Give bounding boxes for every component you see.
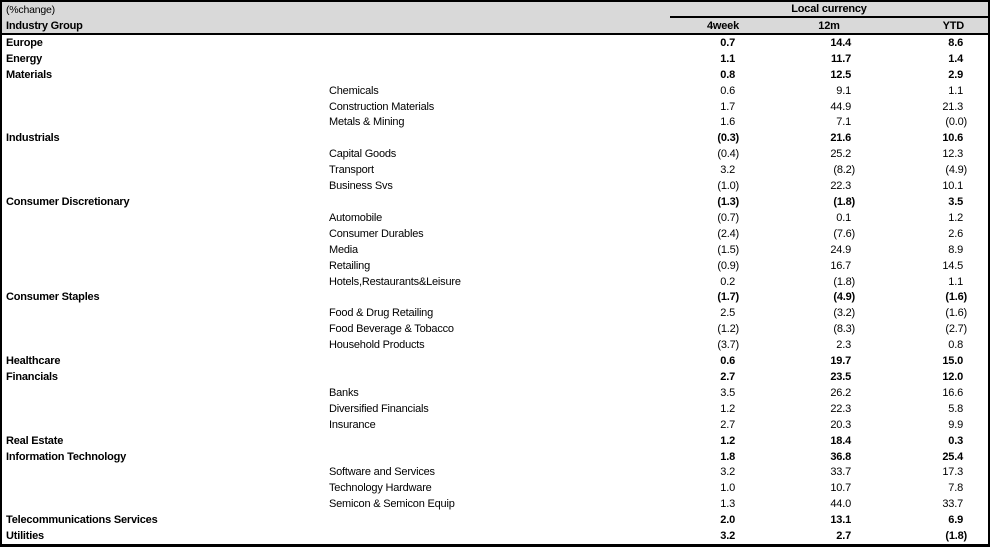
value-12m: 2.7: [836, 530, 851, 543]
value-4week: 0.2: [720, 275, 735, 288]
value-ytd: 12.3: [942, 148, 963, 161]
value-4week: (0.4): [717, 148, 739, 161]
table-row: [2, 210, 988, 226]
industry-label: Food & Drug Retailing: [329, 307, 434, 320]
column-header-ytd: YTD: [942, 19, 964, 32]
industry-label: Industrials: [6, 132, 60, 145]
industry-label: Energy: [6, 52, 43, 65]
industry-label: Real Estate: [6, 434, 64, 447]
table-row: [2, 464, 988, 480]
value-ytd: 9.9: [948, 418, 963, 431]
table-row: [2, 528, 988, 544]
value-ytd: 8.6: [948, 36, 963, 49]
value-4week: 1.6: [720, 116, 735, 129]
value-12m: 23.5: [830, 370, 851, 383]
value-12m: 36.8: [830, 450, 851, 463]
value-ytd: 21.3: [942, 100, 963, 113]
value-4week: 3.2: [720, 164, 735, 177]
industry-label: Technology Hardware: [329, 482, 432, 495]
value-12m: 44.9: [830, 100, 851, 113]
value-12m: 2.3: [836, 339, 851, 352]
industry-label: Metals & Mining: [329, 116, 405, 129]
value-ytd: 1.1: [948, 84, 963, 97]
value-ytd: 2.9: [948, 68, 963, 81]
table-row: [2, 321, 988, 337]
value-12m: 33.7: [830, 466, 851, 479]
table-row: [2, 35, 988, 51]
value-ytd: 1.1: [948, 275, 963, 288]
value-12m: 13.1: [830, 514, 851, 527]
table-row: [2, 305, 988, 321]
table-row: [2, 146, 988, 162]
industry-label: Telecommunications Services: [6, 514, 158, 527]
value-ytd: (1.6): [945, 307, 967, 320]
industry-label: Consumer Discretionary: [6, 196, 130, 209]
value-4week: 0.7: [720, 36, 735, 49]
table-row: [2, 385, 988, 401]
value-4week: 1.1: [720, 52, 735, 65]
value-ytd: 14.5: [942, 259, 963, 272]
value-4week: 3.5: [720, 386, 735, 399]
table-row: [2, 290, 988, 306]
value-4week: 2.0: [720, 514, 735, 527]
table-row: [2, 369, 988, 385]
value-ytd: 7.8: [948, 482, 963, 495]
value-4week: (2.4): [717, 227, 739, 240]
industry-label: Chemicals: [329, 84, 379, 97]
industry-label: Capital Goods: [329, 148, 397, 161]
header-row-columns: [2, 18, 988, 33]
industry-label: Consumer Durables: [329, 227, 424, 240]
table-row: [2, 433, 988, 449]
value-ytd: 33.7: [942, 498, 963, 511]
value-4week: 0.8: [720, 68, 735, 81]
value-4week: 1.2: [720, 434, 735, 447]
industry-label: Banks: [329, 386, 359, 399]
table-row: [2, 353, 988, 369]
industry-label: Retailing: [329, 259, 371, 272]
value-4week: (1.3): [717, 196, 739, 209]
value-ytd: 15.0: [942, 355, 963, 368]
value-12m: (3.2): [833, 307, 855, 320]
header-row-currency: [2, 2, 988, 18]
value-ytd: 6.9: [948, 514, 963, 527]
value-4week: 1.7: [720, 100, 735, 113]
industry-label: Healthcare: [6, 355, 61, 368]
value-ytd: 17.3: [942, 466, 963, 479]
value-ytd: 3.5: [948, 196, 963, 209]
value-12m: 9.1: [836, 84, 851, 97]
table-row: [2, 242, 988, 258]
industry-label: Construction Materials: [329, 100, 435, 113]
value-12m: 26.2: [830, 386, 851, 399]
value-4week: (0.3): [717, 132, 739, 145]
value-4week: (3.7): [717, 339, 739, 352]
value-12m: 7.1: [836, 116, 851, 129]
industry-label: Automobile: [329, 211, 383, 224]
value-4week: 1.8: [720, 450, 735, 463]
pct-change-label: (%change): [6, 4, 55, 16]
value-4week: 0.6: [720, 355, 735, 368]
value-12m: (1.8): [833, 275, 855, 288]
value-4week: (1.7): [717, 291, 739, 304]
value-ytd: 1.2: [948, 211, 963, 224]
table-body: [2, 35, 988, 544]
industry-label: Consumer Staples: [6, 291, 100, 304]
industry-label: Software and Services: [329, 466, 435, 479]
column-header-12m: 12m: [818, 19, 840, 32]
value-4week: (1.2): [717, 323, 739, 336]
table-row: [2, 115, 988, 131]
value-ytd: 1.4: [948, 52, 963, 65]
value-12m: 18.4: [830, 434, 851, 447]
value-4week: (0.9): [717, 259, 739, 272]
table-row: [2, 51, 988, 67]
table-row: [2, 67, 988, 83]
value-ytd: 10.6: [942, 132, 963, 145]
value-12m: 24.9: [830, 243, 851, 256]
table-row: [2, 130, 988, 146]
value-12m: 16.7: [830, 259, 851, 272]
table-row: [2, 480, 988, 496]
value-12m: 19.7: [830, 355, 851, 368]
table-header: [2, 2, 988, 35]
value-ytd: 0.8: [948, 339, 963, 352]
table-row: [2, 178, 988, 194]
value-ytd: 25.4: [942, 450, 963, 463]
industry-label: Diversified Financials: [329, 402, 429, 415]
value-ytd: 5.8: [948, 402, 963, 415]
value-ytd: 16.6: [942, 386, 963, 399]
value-ytd: (4.9): [945, 164, 967, 177]
value-ytd: 10.1: [942, 180, 963, 193]
value-4week: 3.2: [720, 466, 735, 479]
value-12m: 22.3: [830, 402, 851, 415]
industry-label: Household Products: [329, 339, 425, 352]
value-ytd: 12.0: [942, 370, 963, 383]
table-row: [2, 401, 988, 417]
table-row: [2, 226, 988, 242]
industry-label: Food Beverage & Tobacco: [329, 323, 454, 336]
industry-label: Materials: [6, 68, 52, 81]
value-4week: 2.5: [720, 307, 735, 320]
industry-label: Hotels,Restaurants&Leisure: [329, 275, 461, 288]
value-ytd: 2.6: [948, 227, 963, 240]
value-12m: (7.6): [833, 227, 855, 240]
value-ytd: 0.3: [948, 434, 963, 447]
value-12m: (8.2): [833, 164, 855, 177]
value-4week: (1.0): [717, 180, 739, 193]
value-12m: 21.6: [830, 132, 851, 145]
value-12m: 10.7: [830, 482, 851, 495]
value-ytd: 8.9: [948, 243, 963, 256]
table-row: [2, 512, 988, 528]
value-4week: (0.7): [717, 211, 739, 224]
industry-label: Business Svs: [329, 180, 393, 193]
industry-label: Semicon & Semicon Equip: [329, 498, 455, 511]
industry-label: Europe: [6, 36, 43, 49]
industry-label: Media: [329, 243, 358, 256]
value-4week: 0.6: [720, 84, 735, 97]
table-row: [2, 99, 988, 115]
value-12m: 14.4: [830, 36, 851, 49]
value-4week: 1.0: [720, 482, 735, 495]
value-4week: 3.2: [720, 530, 735, 543]
table-row: [2, 274, 988, 290]
value-12m: (8.3): [833, 323, 855, 336]
industry-label: Information Technology: [6, 450, 127, 463]
value-4week: (1.5): [717, 243, 739, 256]
currency-group-header: Local currency: [670, 2, 988, 18]
value-4week: 2.7: [720, 370, 735, 383]
industry-label: Transport: [329, 164, 374, 177]
table-row: [2, 337, 988, 353]
table-row: [2, 83, 988, 99]
value-12m: 44.0: [830, 498, 851, 511]
value-4week: 1.3: [720, 498, 735, 511]
table-row: [2, 194, 988, 210]
value-4week: 1.2: [720, 402, 735, 415]
value-12m: 0.1: [836, 211, 851, 224]
value-12m: 12.5: [830, 68, 851, 81]
industry-label: Financials: [6, 370, 58, 383]
value-ytd: (1.8): [945, 530, 967, 543]
table-row: [2, 417, 988, 433]
table-row: [2, 496, 988, 512]
table-row: [2, 449, 988, 465]
value-4week: 2.7: [720, 418, 735, 431]
value-12m: 20.3: [830, 418, 851, 431]
value-ytd: (1.6): [945, 291, 967, 304]
value-12m: 22.3: [830, 180, 851, 193]
industry-label: Insurance: [329, 418, 376, 431]
industry-group-header: Industry Group: [6, 19, 83, 32]
table-row: [2, 258, 988, 274]
value-ytd: (0.0): [945, 116, 967, 129]
value-12m: (4.9): [833, 291, 855, 304]
value-12m: (1.8): [833, 196, 855, 209]
industry-label: Utilities: [6, 530, 44, 543]
value-12m: 25.2: [830, 148, 851, 161]
column-header-4week: 4week: [706, 19, 740, 32]
table-row: [2, 162, 988, 178]
value-12m: 11.7: [830, 52, 851, 65]
value-ytd: (2.7): [945, 323, 967, 336]
